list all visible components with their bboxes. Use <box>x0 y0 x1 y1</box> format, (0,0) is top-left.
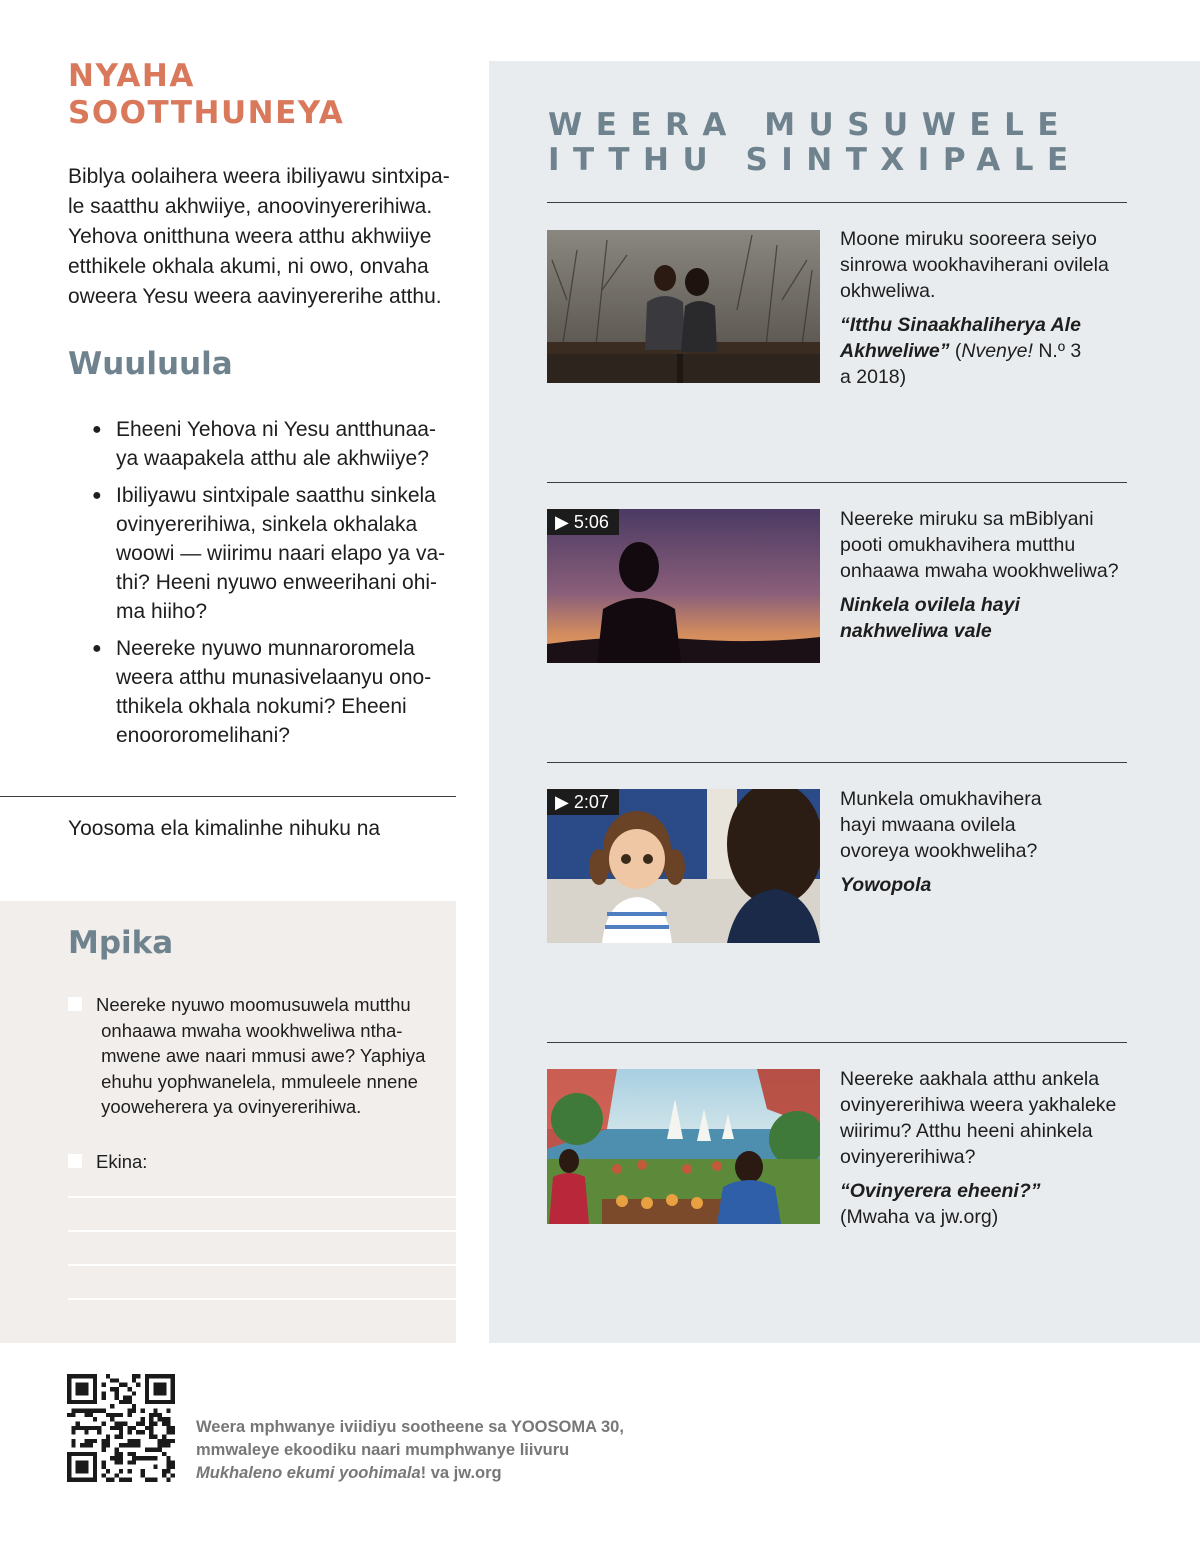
couple-on-bridge-image <box>547 230 820 383</box>
write-in-line[interactable] <box>68 1264 456 1266</box>
review-question-line: Neereke nyuwo munnaroromela <box>116 637 415 660</box>
write-in-line[interactable] <box>68 1298 456 1300</box>
resource-text <box>840 226 1135 390</box>
review-question-line: enoororomelihani? <box>116 724 290 747</box>
book-title: Mukhaleno ekumi yoohimala <box>196 1464 421 1482</box>
footer-note <box>196 1416 716 1485</box>
summary-line: Biblya oolaihera weera ibiliyawu sintxipa- <box>68 165 450 188</box>
resource-description <box>840 1066 1135 1170</box>
explore-title <box>548 108 1188 178</box>
goal-text-line: yooweherera ya ovinyererihiwa. <box>96 1096 362 1117</box>
resource-description-line: pooti omukhavihera mutthu <box>840 534 1076 556</box>
qr-code[interactable] <box>67 1374 175 1482</box>
video-thumbnail[interactable] <box>547 789 820 943</box>
resource-description-line: okhweliwa. <box>840 280 936 302</box>
goal-text-line: ehuhu yophwanelela, mmuleele nnene <box>96 1070 418 1092</box>
resource-description-line: Neereke miruku sa mBiblyani <box>840 508 1094 530</box>
summary-title-line2: SOOTTHUNEYA <box>68 95 345 132</box>
source-magazine: Nvenye! <box>961 340 1033 362</box>
review-question <box>92 481 452 626</box>
resource-title-line: nakhweliwa vale <box>840 620 992 642</box>
summary-title <box>68 58 448 132</box>
paradise-scene-image <box>547 1069 820 1224</box>
bullet-icon: ● <box>92 487 102 504</box>
resource-divider <box>547 202 1127 203</box>
review-question <box>92 415 452 473</box>
review-question-line: tthikela okhala nokumi? Eheeni <box>116 695 407 718</box>
resource-title-link[interactable] <box>840 592 1135 644</box>
resource-source: (Mwaha va jw.org) <box>840 1206 999 1228</box>
resource-description-line: Moone miruku sooreera seiyo <box>840 228 1097 250</box>
summary-body <box>68 162 460 312</box>
resource-description-line: ovinyererihiwa weera yakhaleke <box>840 1094 1117 1116</box>
resource-description-line: ovoreya wookhweliha? <box>840 840 1038 862</box>
goal-text: Ekina: <box>96 1151 148 1172</box>
goal-text <box>68 992 428 1120</box>
explore-title-line2: ITTHU SINTXIPALE <box>548 142 1082 178</box>
review-question-line: ya waapakela atthu ale akhwiiye? <box>116 447 429 470</box>
resource-divider <box>547 1042 1127 1043</box>
goal-text-line: Neereke nyuwo moomusuwela mutthu <box>96 994 411 1015</box>
video-duration-badge: ▶ 5:06 <box>547 509 619 535</box>
resource-description <box>840 506 1135 584</box>
qr-code-icon <box>67 1374 175 1482</box>
footer-line: Weera mphwanye iviidiyu sootheene sa YOOSOMA 30, <box>196 1418 624 1436</box>
review-question-line: Eheeni Yehova ni Yesu antthunaa- <box>116 418 436 441</box>
footer-line: mmwaleye ekoodiku naari mumphwanye liivuru <box>196 1441 570 1459</box>
resource-description-line: hayi mwaana ovilela <box>840 814 1016 836</box>
article-thumbnail[interactable] <box>547 1069 820 1224</box>
source-text: N.º 3 <box>1032 340 1082 362</box>
resource-text <box>840 506 1135 644</box>
review-question-line: Ibiliyawu sintxipale saatthu sinkela <box>116 484 436 507</box>
resource-text <box>840 1066 1135 1230</box>
video-thumbnail[interactable] <box>547 509 820 663</box>
review-question-line: ovinyererihiwa, sinkela okhalaka <box>116 513 418 536</box>
resource-title-link[interactable] <box>840 1178 1135 1204</box>
summary-line: oweera Yesu weera aavinyererihe atthu. <box>68 285 442 308</box>
summary-line: le saatthu akhwiiye, anoovinyererihiwa. <box>68 195 433 218</box>
goal-text-line: onhaawa mwaha wookhweliwa ntha- <box>96 1019 403 1041</box>
resource-source <box>949 340 1081 362</box>
write-in-line[interactable] <box>68 1230 456 1232</box>
resource-description-line: ovinyererihiwa? <box>840 1146 976 1168</box>
goals-title: Mpika <box>68 925 174 961</box>
review-question-line: ma hiiho? <box>116 600 208 623</box>
review-title: Wuuluula <box>68 346 233 382</box>
resource-description-line: Neereke aakhala atthu ankela <box>840 1068 1100 1090</box>
resource-divider <box>547 762 1127 763</box>
goals-box <box>0 901 456 1343</box>
video-duration-badge: ▶ 2:07 <box>547 789 619 815</box>
bullet-icon: ● <box>92 640 102 657</box>
explore-title-line1: WEERA MUSUWELE <box>548 107 1073 143</box>
resource-title-line: Akhweliwe” <box>840 340 950 362</box>
summary-line: etthikele okhala akumi, ni owo, onvaha <box>68 255 429 278</box>
resource-title-link[interactable] <box>840 312 1135 364</box>
bullet-icon: ● <box>92 421 102 438</box>
resource-divider <box>547 482 1127 483</box>
review-questions-list <box>92 415 452 758</box>
resource-description <box>840 226 1135 304</box>
goal-checkbox[interactable] <box>68 997 82 1011</box>
resource-title-link[interactable] <box>840 872 1135 898</box>
goal-item <box>68 992 428 1120</box>
resource-title-line: Ninkela ovilela hayi <box>840 594 1020 616</box>
studied-date-line: Yoosoma ela kimalinhe nihuku na <box>68 817 381 840</box>
review-question-line: thi? Heeni nyuwo enweerihani ohi- <box>116 571 438 594</box>
goal-item <box>68 1149 428 1175</box>
resource-title-line: “Ovinyerera eheeni?” <box>840 1180 1041 1202</box>
resource-description-line: Munkela omukhavihera <box>840 788 1042 810</box>
resource-source: a 2018) <box>840 366 907 388</box>
review-question-line: weera atthu munasivelaanyu ono- <box>116 666 432 689</box>
summary-title-line1: NYAHA <box>68 58 195 94</box>
summary-line: Yehova onitthuna weera atthu akhwiiye <box>68 225 432 248</box>
resource-description-line: onhaawa mwaha wookhweliwa? <box>840 560 1119 582</box>
resource-text <box>840 786 1135 898</box>
resource-description-line: sinrowa wookhaviherani ovilela <box>840 254 1109 276</box>
resource-description-line: wiirimu? Atthu heeni ahinkela <box>840 1120 1093 1142</box>
resource-title-line: Yowopola <box>840 874 932 896</box>
resource-title-line: “Itthu Sinaakhaliherya Ale <box>840 314 1081 336</box>
article-thumbnail[interactable] <box>547 230 820 383</box>
review-question-line: woowi — wiirimu naari elapo ya va- <box>116 542 446 565</box>
goal-checkbox[interactable] <box>68 1154 82 1168</box>
resource-description <box>840 786 1135 864</box>
footer-line <box>196 1462 716 1485</box>
source-text: ( <box>949 340 962 362</box>
section-divider <box>0 796 456 797</box>
goal-text-line: mwene awe naari mmusi awe? Yaphiya <box>96 1045 426 1066</box>
write-in-line[interactable] <box>68 1196 456 1198</box>
footer-text: ! va jw.org <box>420 1464 502 1482</box>
review-question <box>92 634 452 750</box>
